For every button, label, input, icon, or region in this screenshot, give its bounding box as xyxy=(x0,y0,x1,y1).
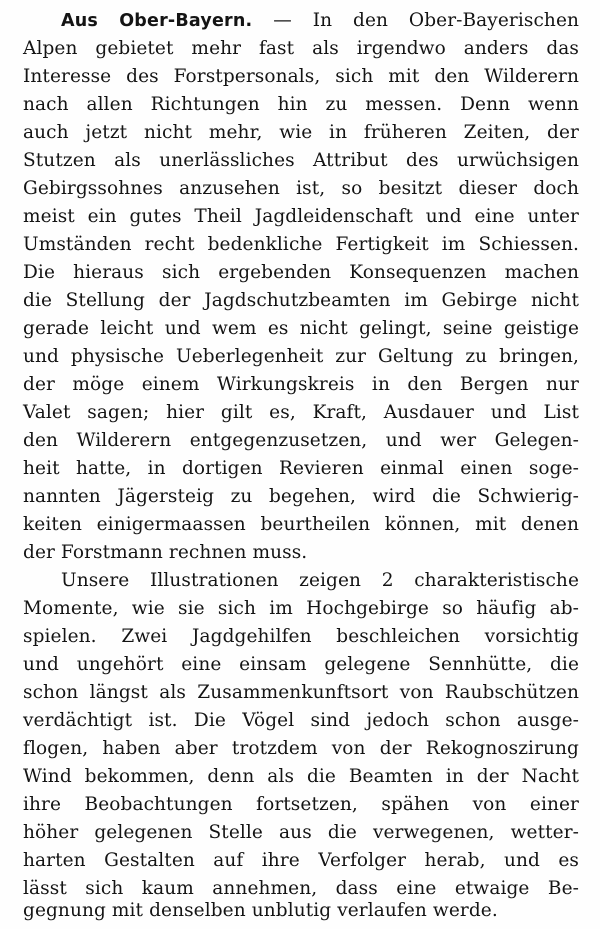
text-line: keiten einigermaassen beurtheilen können, mit denen xyxy=(23,514,579,535)
text-line: gegnung mit denselben unblutig verlaufen werde. xyxy=(23,900,498,921)
text-line: die Stellung der Jagdschutzbeamten im Gebirge nicht xyxy=(23,290,579,311)
text-line: den Wilderern entgegenzusetzen, und wer Gelegen- xyxy=(23,430,579,451)
text-line: heit hatte, in dortigen Revieren einmal einen soge- xyxy=(23,458,579,479)
text-line: Momente, wie sie sich im Hochgebirge so häufig ab- xyxy=(23,598,579,619)
text-line: Alpen gebietet mehr fast als irgendwo anders das xyxy=(23,38,579,59)
text-line: spielen. Zwei Jagdgehilfen beschleichen vorsichtig xyxy=(23,626,579,647)
text-line: Gebirgssohnes anzusehen ist, so besitzt dieser doch xyxy=(23,178,579,199)
text-line: Valet sagen; hier gilt es, Kraft, Ausdauer und List xyxy=(23,402,579,423)
text-line: Stutzen als unerlässliches Attribut des urwüchsigen xyxy=(23,150,579,171)
text-line: höher gelegenen Stelle aus die verwegenen, wetter- xyxy=(23,822,579,843)
article-heading: Aus Ober-Bayern. xyxy=(61,11,253,31)
text-line: flogen, haben aber trotzdem von der Rekognoszirung xyxy=(23,738,579,759)
text-line: der möge einem Wirkungskreis in den Bergen nur xyxy=(23,374,579,395)
text-line: lässt sich kaum annehmen, dass eine etwaige Be- xyxy=(23,878,579,899)
text-line: und physische Ueberlegenheit zur Geltung zu bringen, xyxy=(23,346,579,367)
text-line: Interesse des Forstpersonals, sich mit den Wilderern xyxy=(23,66,579,87)
text-line: schon längst als Zusammenkunftsort von Raubschützen xyxy=(23,682,579,703)
text-line: verdächtigt ist. Die Vögel sind jedoch schon ausge- xyxy=(23,710,579,731)
text-line: nach allen Richtungen hin zu messen. Denn wenn xyxy=(23,94,579,115)
text-line: Unsere Illustrationen zeigen 2 charakteristische xyxy=(61,570,579,591)
text-line: Die hieraus sich ergebenden Konsequenzen machen xyxy=(23,262,579,283)
text-line: meist ein gutes Theil Jagdleidenschaft und eine unter xyxy=(23,206,579,227)
text-line: harten Gestalten auf ihre Verfolger herab, und es xyxy=(23,850,579,871)
text-line: der Forstmann rechnen muss. xyxy=(23,542,308,563)
text-line: gerade leicht und wem es nicht gelingt, seine geistige xyxy=(23,318,579,339)
text-line: Wind bekommen, denn als die Beamten in der Nacht xyxy=(23,766,579,787)
text-line: ihre Beobachtungen fortsetzen, spähen von einer xyxy=(23,794,579,815)
text-line: auch jetzt nicht mehr, wie in früheren Zeiten, der xyxy=(23,122,579,143)
text-line-content: — In den Ober-Bayerischen xyxy=(252,10,580,31)
text-line: und ungehört eine einsam gelegene Sennhütte, die xyxy=(23,654,579,675)
text-line: Umständen recht bedenkliche Fertigkeit im Schiessen. xyxy=(23,234,579,255)
text-line: nannten Jägersteig zu begehen, wird die Schwierig- xyxy=(23,486,579,507)
